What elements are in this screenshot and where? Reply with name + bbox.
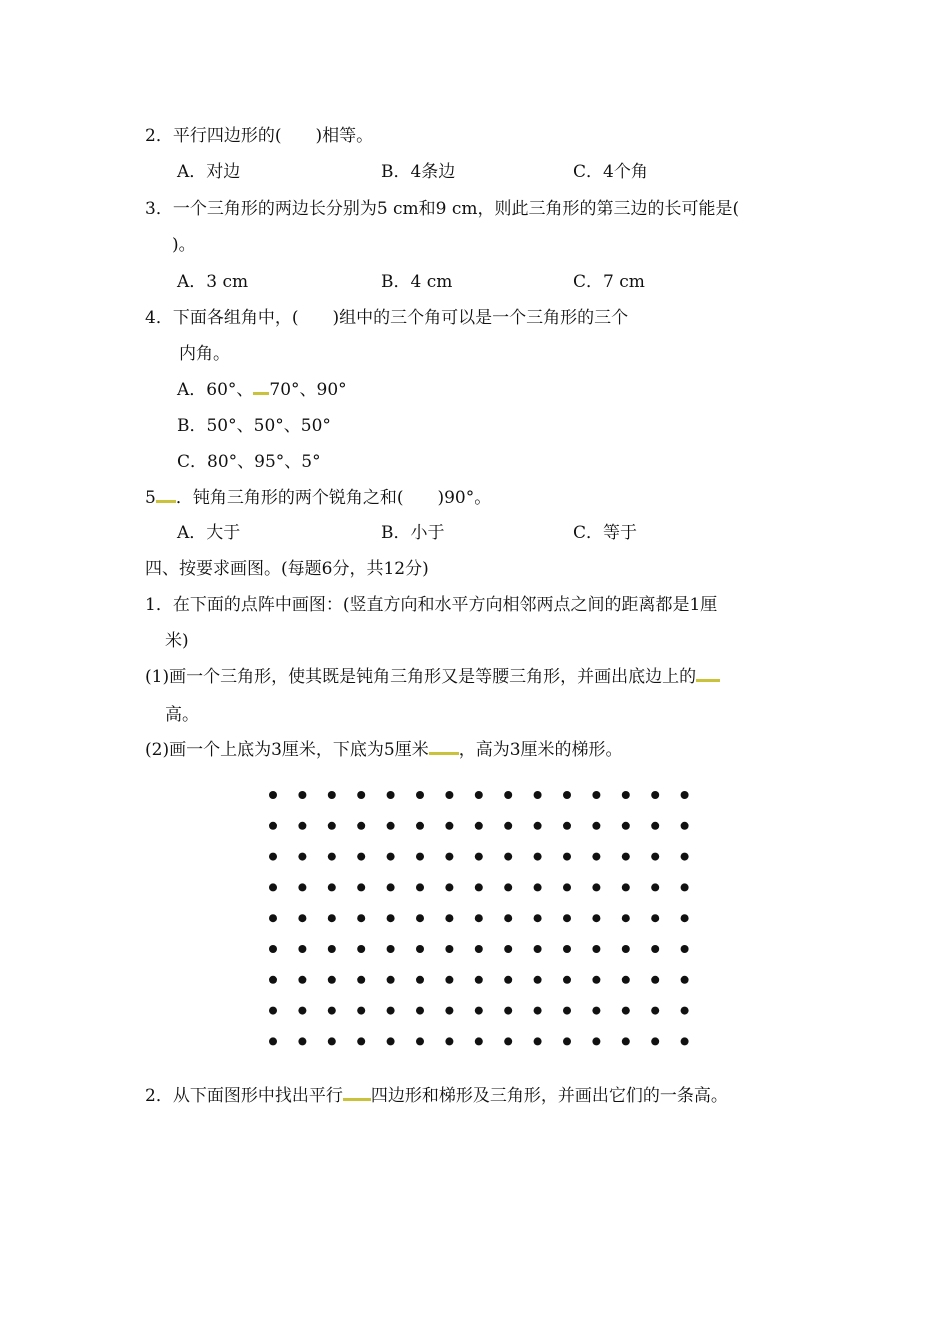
grid-dot[interactable] xyxy=(563,822,571,830)
grid-dot[interactable] xyxy=(298,853,306,861)
s4-sub1-text: (1)画一个三角形，使其既是钝角三角形又是等腰三角形，并画出底边上的 xyxy=(145,667,697,687)
grid-dot[interactable] xyxy=(475,914,483,922)
answer-blank xyxy=(343,1086,371,1101)
grid-dot[interactable] xyxy=(328,976,336,984)
grid-dot[interactable] xyxy=(592,1037,600,1045)
grid-dot[interactable] xyxy=(504,791,512,799)
grid-dot[interactable] xyxy=(563,1007,571,1015)
grid-dot[interactable] xyxy=(328,914,336,922)
s4-q1-line1: 1．在下面的点阵中画图：(竖直方向和水平方向相邻两点之间的距离都是1厘 xyxy=(145,595,718,615)
grid-dot[interactable] xyxy=(651,791,659,799)
grid-dot[interactable] xyxy=(357,853,365,861)
grid-dot[interactable] xyxy=(269,822,277,830)
grid-dot[interactable] xyxy=(387,1037,395,1045)
section4-title: 四、按要求画图。(每题6分，共12分) xyxy=(145,559,429,579)
q4-option-b: B．50°、50°、50° xyxy=(177,416,331,436)
q2-stem: 2．平行四边形的( )相等。 xyxy=(145,126,374,146)
grid-dot[interactable] xyxy=(445,853,453,861)
grid-dot[interactable] xyxy=(681,853,689,861)
grid-dot[interactable] xyxy=(416,914,424,922)
grid-dot[interactable] xyxy=(475,822,483,830)
q4-option-c: C．80°、95°、5° xyxy=(177,452,321,472)
s4-q2-post: 四边形和梯形及三角形，并画出它们的一条高。 xyxy=(370,1086,728,1106)
q2-option-b: B．4条边 xyxy=(381,162,456,182)
grid-dot[interactable] xyxy=(622,883,630,891)
grid-dot[interactable] xyxy=(328,1037,336,1045)
q4-option-a-post: 70°、90° xyxy=(269,380,347,400)
grid-dot[interactable] xyxy=(563,945,571,953)
grid-dot[interactable] xyxy=(357,883,365,891)
grid-dot[interactable] xyxy=(298,976,306,984)
s4-sub2-post: ，高为3厘米的梯形。 xyxy=(458,740,623,760)
grid-dot[interactable] xyxy=(681,822,689,830)
grid-dot[interactable] xyxy=(504,945,512,953)
q4-option-a-pre: A．60°、 xyxy=(177,380,254,400)
grid-dot[interactable] xyxy=(387,976,395,984)
grid-dot[interactable] xyxy=(416,822,424,830)
grid-dot[interactable] xyxy=(328,1007,336,1015)
grid-dot[interactable] xyxy=(622,822,630,830)
grid-dot[interactable] xyxy=(504,914,512,922)
grid-dot[interactable] xyxy=(651,822,659,830)
q2-option-c: C．4个角 xyxy=(573,162,648,182)
grid-dot[interactable] xyxy=(592,914,600,922)
grid-dot[interactable] xyxy=(269,1037,277,1045)
grid-dot[interactable] xyxy=(416,1007,424,1015)
grid-dot[interactable] xyxy=(269,791,277,799)
grid-dot[interactable] xyxy=(357,945,365,953)
grid-dot[interactable] xyxy=(651,853,659,861)
grid-dot[interactable] xyxy=(475,883,483,891)
grid-dot[interactable] xyxy=(357,1037,365,1045)
grid-dot[interactable] xyxy=(592,853,600,861)
grid-dot[interactable] xyxy=(328,791,336,799)
grid-dot[interactable] xyxy=(298,945,306,953)
grid-dot[interactable] xyxy=(651,1037,659,1045)
grid-dot[interactable] xyxy=(622,945,630,953)
grid-dot[interactable] xyxy=(357,976,365,984)
grid-dot[interactable] xyxy=(357,914,365,922)
grid-dot[interactable] xyxy=(387,822,395,830)
s4-sub2-pre: (2)画一个上底为3厘米，下底为5厘米 xyxy=(145,740,429,760)
grid-dot[interactable] xyxy=(416,1037,424,1045)
grid-dot[interactable] xyxy=(416,791,424,799)
grid-dot[interactable] xyxy=(534,976,542,984)
grid-dot[interactable] xyxy=(592,822,600,830)
grid-dot[interactable] xyxy=(445,945,453,953)
q4-stem-line2: 内角。 xyxy=(179,344,230,364)
grid-dot[interactable] xyxy=(298,883,306,891)
grid-dot[interactable] xyxy=(651,945,659,953)
grid-dot[interactable] xyxy=(504,1007,512,1015)
grid-dot[interactable] xyxy=(592,1007,600,1015)
grid-dot[interactable] xyxy=(445,791,453,799)
grid-dot[interactable] xyxy=(504,883,512,891)
grid-dot[interactable] xyxy=(651,914,659,922)
grid-dot[interactable] xyxy=(298,791,306,799)
grid-dot[interactable] xyxy=(622,976,630,984)
grid-dot[interactable] xyxy=(298,822,306,830)
grid-dot[interactable] xyxy=(357,1007,365,1015)
grid-dot[interactable] xyxy=(328,853,336,861)
grid-dot[interactable] xyxy=(475,976,483,984)
grid-dot[interactable] xyxy=(416,945,424,953)
grid-dot[interactable] xyxy=(592,883,600,891)
grid-dot[interactable] xyxy=(592,791,600,799)
grid-dot[interactable] xyxy=(534,853,542,861)
grid-dot[interactable] xyxy=(534,791,542,799)
grid-dot[interactable] xyxy=(534,1037,542,1045)
grid-dot[interactable] xyxy=(269,1007,277,1015)
grid-dot[interactable] xyxy=(622,1037,630,1045)
grid-dot[interactable] xyxy=(416,976,424,984)
grid-dot[interactable] xyxy=(563,914,571,922)
grid-dot[interactable] xyxy=(563,791,571,799)
grid-dot[interactable] xyxy=(563,883,571,891)
q3-option-b: B．4 cm xyxy=(381,272,453,292)
grid-dot[interactable] xyxy=(622,1007,630,1015)
s4-q1-line2: 米) xyxy=(165,631,189,651)
grid-dot[interactable] xyxy=(534,914,542,922)
grid-dot[interactable] xyxy=(298,914,306,922)
grid-dot[interactable] xyxy=(563,1037,571,1045)
grid-dot[interactable] xyxy=(651,883,659,891)
grid-dot[interactable] xyxy=(269,914,277,922)
q3-stem-line1: 3．一个三角形的两边长分别为5 cm和9 cm，则此三角形的第三边的长可能是( xyxy=(145,199,740,219)
grid-dot[interactable] xyxy=(504,853,512,861)
s4-sub1-line2: 高。 xyxy=(165,705,199,725)
grid-dot[interactable] xyxy=(445,1007,453,1015)
grid-dot[interactable] xyxy=(387,914,395,922)
grid-dot[interactable] xyxy=(298,1007,306,1015)
grid-dot[interactable] xyxy=(681,945,689,953)
grid-dot[interactable] xyxy=(651,976,659,984)
grid-dot[interactable] xyxy=(681,883,689,891)
grid-dot[interactable] xyxy=(387,883,395,891)
grid-dot[interactable] xyxy=(445,822,453,830)
grid-dot[interactable] xyxy=(387,945,395,953)
grid-dot[interactable] xyxy=(475,1007,483,1015)
grid-dot[interactable] xyxy=(681,1037,689,1045)
grid-dot[interactable] xyxy=(475,791,483,799)
grid-dot[interactable] xyxy=(622,853,630,861)
grid-dot[interactable] xyxy=(357,791,365,799)
s4-q2-pre: 2．从下面图形中找出平行 xyxy=(145,1086,343,1106)
grid-dot[interactable] xyxy=(622,791,630,799)
q5-stem-text: ．钝角三角形的两个锐角之和( )90°。 xyxy=(175,488,492,508)
q5-option-c: C．等于 xyxy=(573,523,638,543)
q2-option-a: A．对边 xyxy=(177,162,241,182)
grid-dot[interactable] xyxy=(445,914,453,922)
grid-dot[interactable] xyxy=(534,822,542,830)
grid-dot[interactable] xyxy=(622,914,630,922)
grid-dot[interactable] xyxy=(475,1037,483,1045)
grid-dot[interactable] xyxy=(328,883,336,891)
grid-dot[interactable] xyxy=(504,822,512,830)
q3-stem-line2: )。 xyxy=(172,235,196,255)
grid-dot[interactable] xyxy=(592,945,600,953)
grid-dot[interactable] xyxy=(357,822,365,830)
grid-dot[interactable] xyxy=(681,914,689,922)
q3-option-a: A．3 cm xyxy=(177,272,249,292)
grid-dot[interactable] xyxy=(416,883,424,891)
grid-dot[interactable] xyxy=(269,945,277,953)
grid-dot[interactable] xyxy=(534,1007,542,1015)
grid-dot[interactable] xyxy=(328,945,336,953)
q5-number: 5 xyxy=(145,488,156,508)
grid-dot[interactable] xyxy=(592,976,600,984)
grid-dot[interactable] xyxy=(298,1037,306,1045)
grid-dot[interactable] xyxy=(534,883,542,891)
s4-q2 xyxy=(145,1084,728,1108)
grid-dot[interactable] xyxy=(445,976,453,984)
grid-dot[interactable] xyxy=(504,976,512,984)
grid-dot[interactable] xyxy=(269,853,277,861)
q3-option-c: C．7 cm xyxy=(573,272,645,292)
grid-dot[interactable] xyxy=(475,853,483,861)
grid-dot[interactable] xyxy=(681,791,689,799)
grid-dot[interactable] xyxy=(681,1007,689,1015)
grid-dot[interactable] xyxy=(269,976,277,984)
grid-dot[interactable] xyxy=(563,853,571,861)
grid-dot[interactable] xyxy=(534,945,542,953)
grid-dot[interactable] xyxy=(681,976,689,984)
grid-dot[interactable] xyxy=(445,883,453,891)
q5-option-b: B．小于 xyxy=(381,523,445,543)
grid-dot[interactable] xyxy=(387,1007,395,1015)
grid-dot[interactable] xyxy=(269,883,277,891)
grid-dot[interactable] xyxy=(328,822,336,830)
grid-dot[interactable] xyxy=(475,945,483,953)
grid-dot[interactable] xyxy=(504,1037,512,1045)
q5-option-a: A．大于 xyxy=(177,523,241,543)
q4-stem-line1: 4．下面各组角中，( )组中的三个角可以是一个三角形的三个 xyxy=(145,308,629,328)
grid-dot[interactable] xyxy=(416,853,424,861)
grid-dot[interactable] xyxy=(387,853,395,861)
grid-dot[interactable] xyxy=(651,1007,659,1015)
grid-dot[interactable] xyxy=(445,1037,453,1045)
grid-dot[interactable] xyxy=(387,791,395,799)
grid-dot[interactable] xyxy=(563,976,571,984)
